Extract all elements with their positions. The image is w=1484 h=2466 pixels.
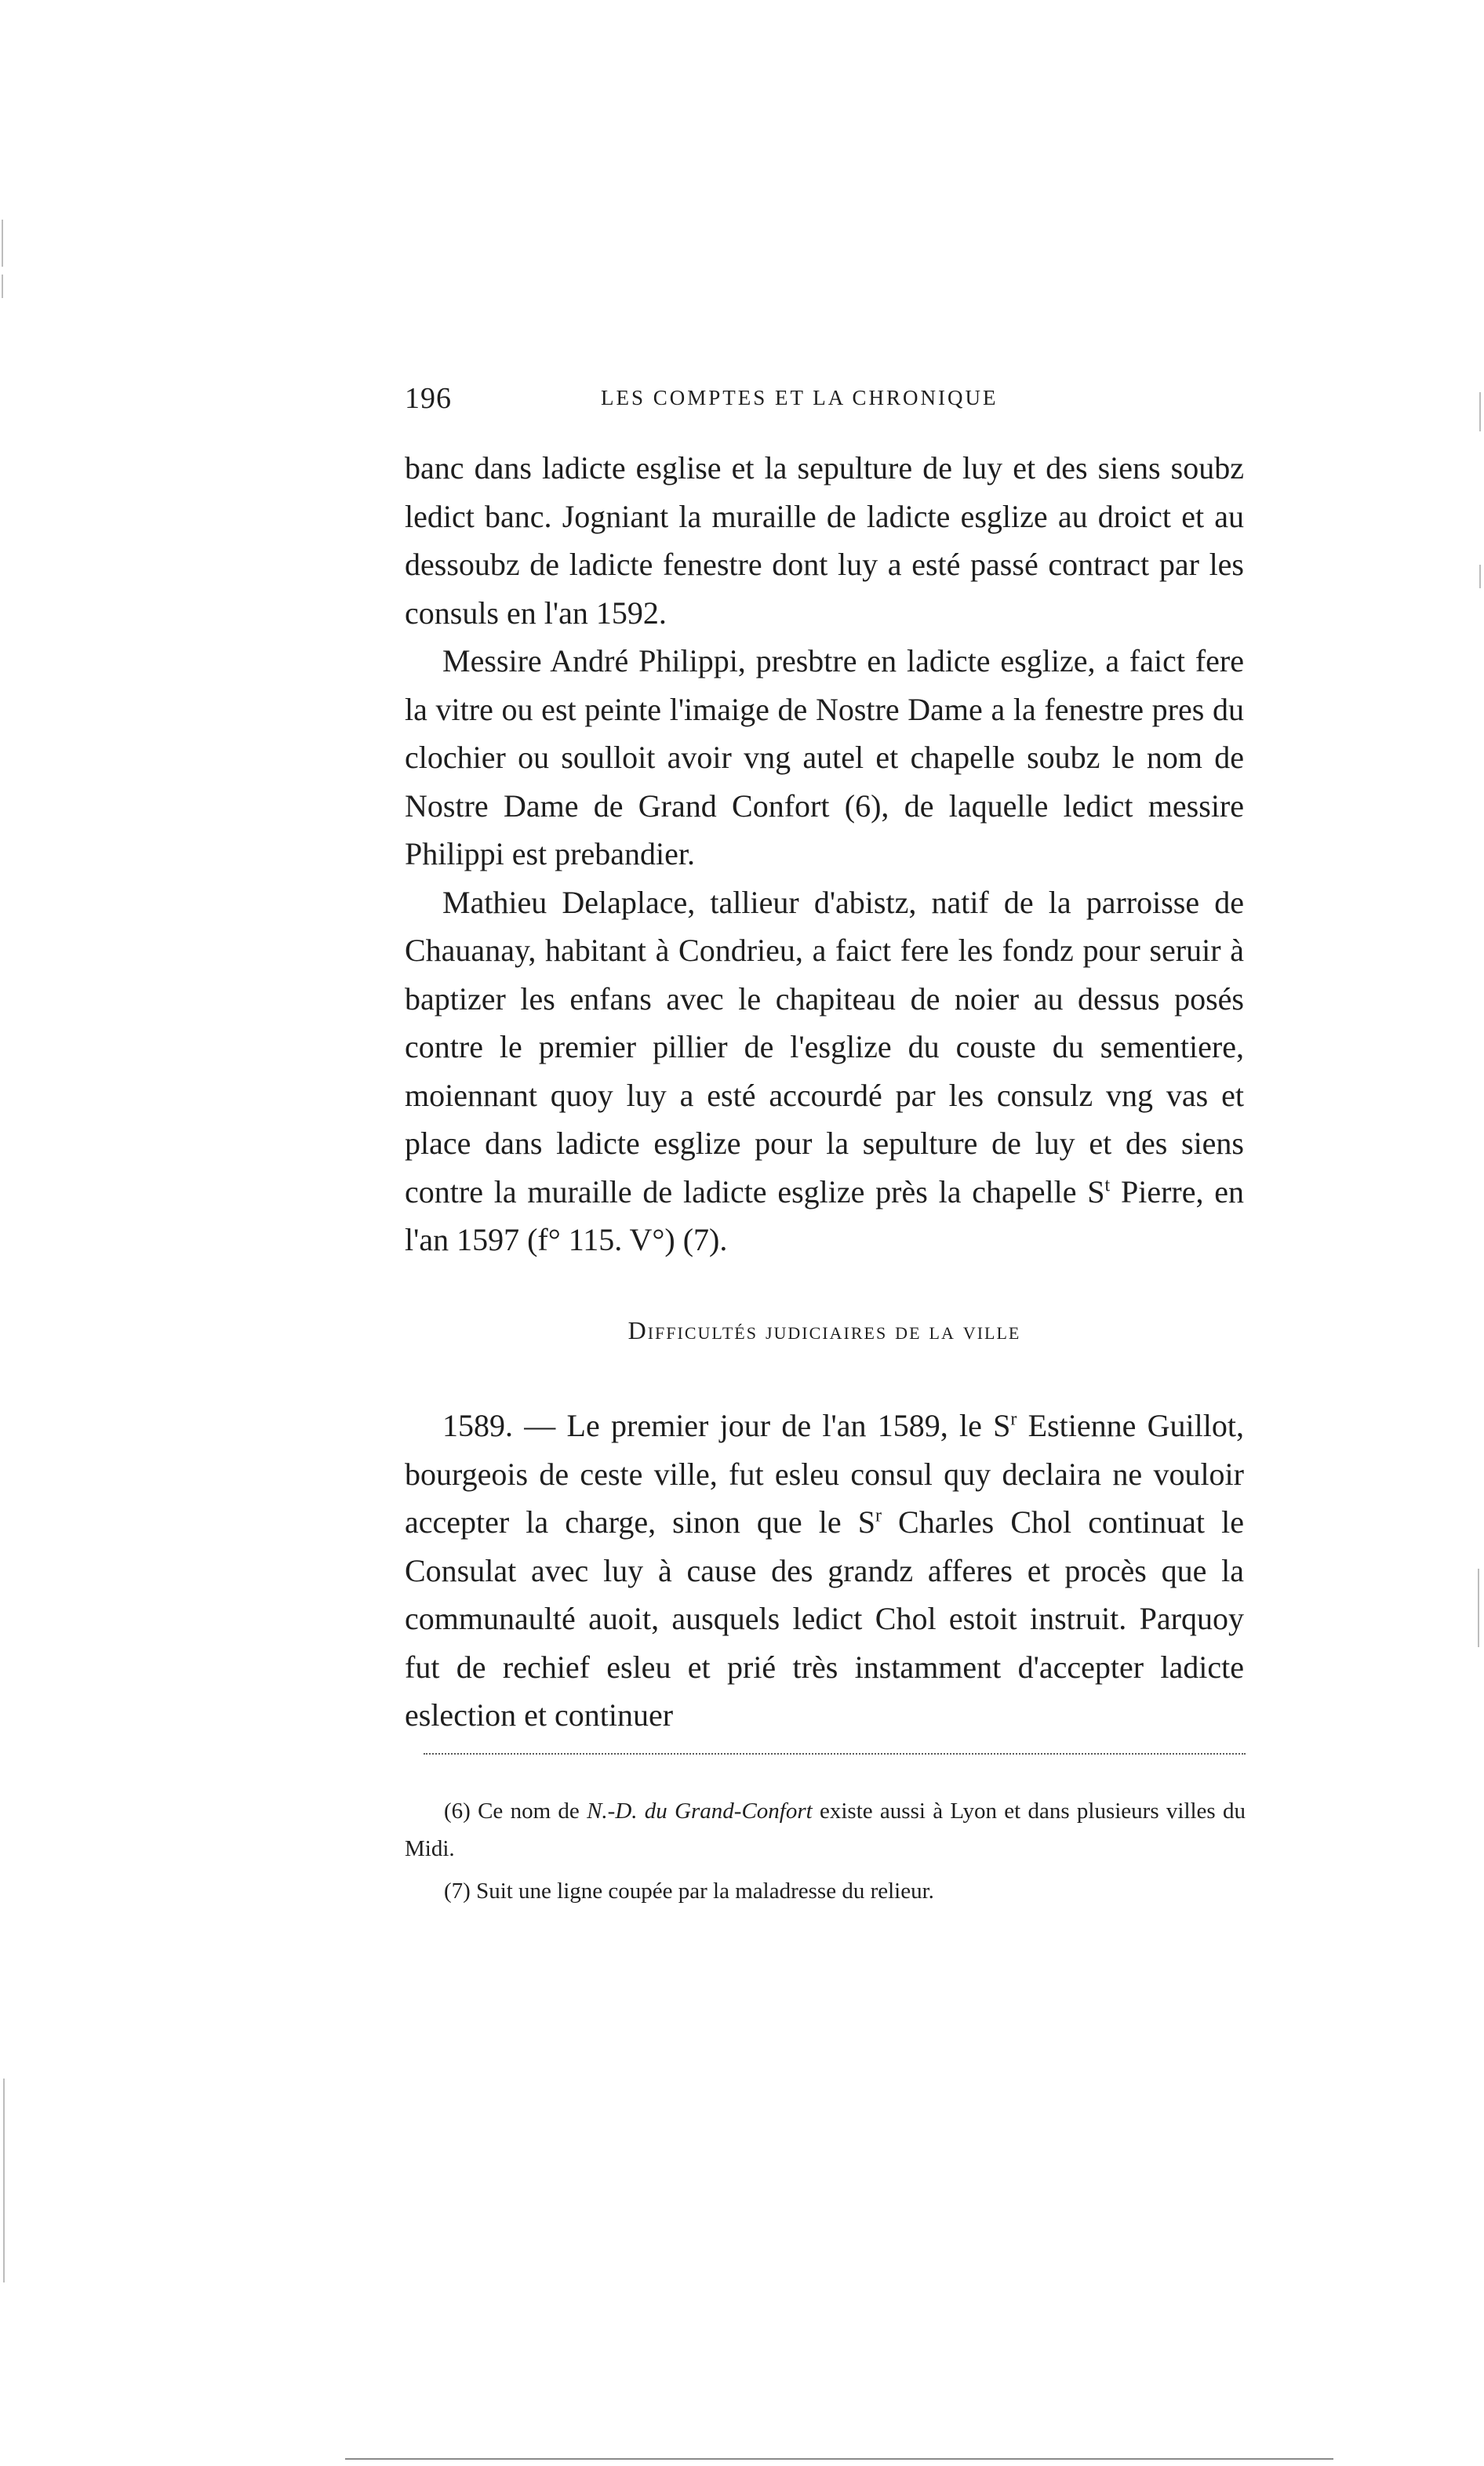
footnote-6 xyxy=(405,1792,1246,1868)
footnote-italic: N.-D. du Grand-Confort xyxy=(587,1799,813,1824)
scan-edge-mark xyxy=(2,275,3,298)
paragraph-text: Pierre, en l'an 1597 (f° 115. V°) (7). xyxy=(405,1173,1245,1257)
section-heading: Difficultés judiciaires de la ville xyxy=(627,1315,1021,1344)
scan-edge-mark xyxy=(3,2079,5,2282)
page-number: 196 xyxy=(405,382,452,415)
paragraph-text: Estienne Guillot, bourgeois de ceste ville, fut esleu consul quy declaira ne vouloir accepter la charge, sinon que le S xyxy=(405,1408,1245,1540)
running-title: LES COMPTES ET LA CHRONIQUE xyxy=(601,386,998,409)
paragraph-text: Charles Chol continuat le Consulat avec luy à cause des grandz afferes et procès que la communaulté auoit, ausquels ledict Chol estoit instruit. Parquoy fut de rechief esleu et prié très instamment d'accepter ladicte eslection et continuer xyxy=(405,1504,1244,1733)
footnote-separator xyxy=(424,1753,1246,1755)
paragraph: Messire André Philippi, presbtre en ladicte esglize, a faict fere la vitre ou est peinte l'imaige de Nostre Dame a la fenestre pres du clochier ou soulloit avoir vng autel et chapelle soubz le nom de Nostre Dame de Grand Confort (6), de laquelle ledict messire Philippi est prebandier. xyxy=(405,643,1244,871)
footnote-text: existe aussi à Lyon et dans plusieurs villes du Midi. xyxy=(405,1799,1246,1861)
paragraph-text: Mathieu Delaplace, tallieur d'abistz, natif de la parroisse de Chauanay, habitant à Condrieu, a faict fere les fondz pour seruir à baptizer les enfans avec le chapiteau de noier au dessus posés contre le premier pillier de l'esglize du couste du sementiere, moiennant quoy luy a esté accourdé par les consulz vng vas et place dans ladicte esglize pour la sepulture de luy et des siens contre la muraille de ladicte esglize près la chapelle S xyxy=(405,884,1244,1209)
main-text xyxy=(405,444,1244,1740)
superscript: r xyxy=(1010,1409,1017,1430)
paragraph: banc dans ladicte esglise et la sepulture de luy et des siens soubz ledict banc. Jogniant la muraille de ladicte esglize au droict et au dessoubz de ladicte fenestre dont luy a esté passé contract par les consuls en l'an 1592. xyxy=(405,450,1244,631)
scan-edge-mark xyxy=(1478,1569,1479,1647)
paragraph xyxy=(405,878,1244,1264)
superscript: t xyxy=(1104,1175,1111,1196)
paragraph-text: 1589. — Le premier jour de l'an 1589, le S xyxy=(442,1408,1011,1443)
superscript: r xyxy=(875,1505,882,1526)
footnote-7: (7) Suit une ligne coupée par la maladresse du relieur. xyxy=(444,1879,934,1904)
paragraph xyxy=(405,1402,1244,1740)
scan-bottom-edge xyxy=(345,2458,1333,2460)
scan-edge-mark xyxy=(1479,565,1481,588)
running-head xyxy=(405,381,1244,420)
scan-edge-mark xyxy=(2,220,3,267)
footnote-text: (6) Ce nom de xyxy=(444,1799,587,1824)
scan-edge-mark xyxy=(1479,392,1481,431)
footnotes xyxy=(405,1792,1246,1915)
